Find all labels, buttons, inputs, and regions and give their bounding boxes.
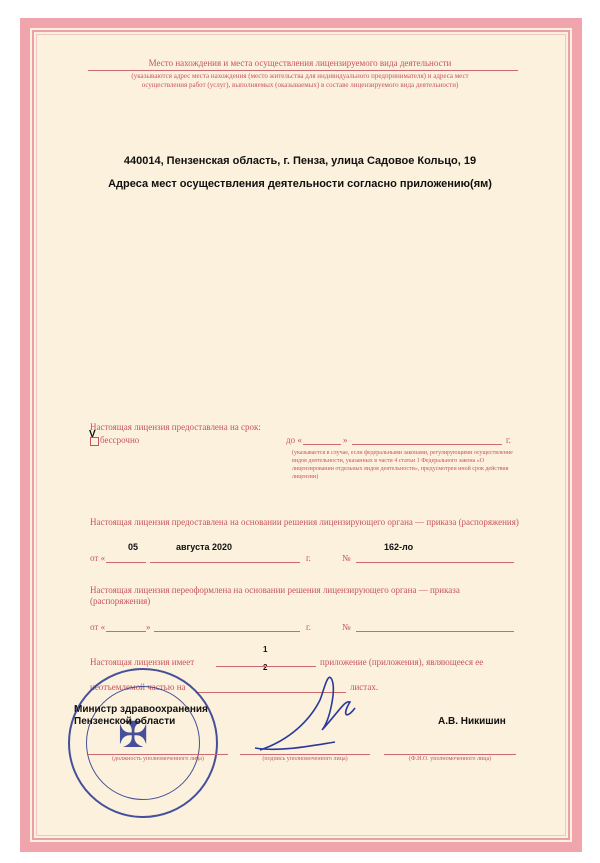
term-note: (указывается в случае, если федеральными законами, регулирующими осуществление видов деятельности, указанных в части 4 статьи 1 Федерального закона «О лицензировании отдельных видов деятельности», предусмотрен иной срок действия лицензии) <box>292 450 513 480</box>
reissued-from: от « <box>90 622 106 632</box>
caption-position: (должность уполномоченного лица) <box>112 756 204 762</box>
handwritten-signature <box>250 660 360 760</box>
address-text: 440014, Пензенская область, г. Пенза, улица Садовое Кольцо, 19 <box>123 155 477 167</box>
appendix-count-1: 1 <box>263 645 268 654</box>
header-note-1: (указываются адрес места нахождения (место жительства для индивидуального предпринимателя) и адреса мест <box>131 72 469 80</box>
granted-number-label: № <box>342 553 351 563</box>
header-title: Место нахождения и места осуществления лицензируемого вида деятельности <box>148 58 452 68</box>
official-stamp: ✠ <box>68 668 218 818</box>
reissued-number-label: № <box>342 622 351 632</box>
term-heading: Настоящая лицензия предоставлена на срок: <box>90 422 261 432</box>
granted-date: августа 2020 <box>176 542 233 552</box>
granted-year-end: г. <box>306 553 311 563</box>
reissued-mid: » <box>146 622 151 632</box>
header-note-2: осуществления работ (услуг), выполняемых (оказываемых) в составе лицензируемого вида деятельности) <box>141 81 459 89</box>
appendix-text-line2: неотъемлемой частью на <box>90 682 186 692</box>
reissued-year-end: г. <box>306 622 311 632</box>
caption-name: (Ф.И.О. уполномоченного лица) <box>408 756 492 762</box>
granted-from: от « <box>90 553 106 563</box>
granted-heading: Настоящая лицензия предоставлена на основании решения лицензирующего органа — приказа (распоряжения) <box>90 517 519 527</box>
caption-signature: (подпись уполномоченного лица) <box>262 756 348 762</box>
term-until-mid: » <box>343 435 348 445</box>
signature-position-1: Министр здравоохранения <box>74 704 208 715</box>
reissued-heading: Настоящая лицензия переоформлена на основании решения лицензирующего органа — приказа (распоряжения) <box>90 585 460 606</box>
granted-day: 05 <box>128 542 139 552</box>
term-unlimited: бессрочно <box>100 435 140 445</box>
appendix-text-start: Настоящая лицензия имеет <box>90 657 195 667</box>
places-text: Адреса мест осуществления деятельности согласно приложению(ям) <box>108 178 492 190</box>
term-until-end: г. <box>506 435 511 445</box>
signature-position-2: Пензенской области <box>74 716 176 727</box>
granted-number: 162-ло <box>384 542 414 552</box>
appendix-text-end: приложение (приложения), являющееся ее <box>320 657 484 667</box>
appendix-sheets: листах. <box>350 682 379 692</box>
signature-name: А.В. Никишин <box>438 716 506 727</box>
term-until: до « <box>286 435 302 445</box>
check-mark: V <box>89 429 96 440</box>
appendix-count-2: 2 <box>263 663 268 672</box>
